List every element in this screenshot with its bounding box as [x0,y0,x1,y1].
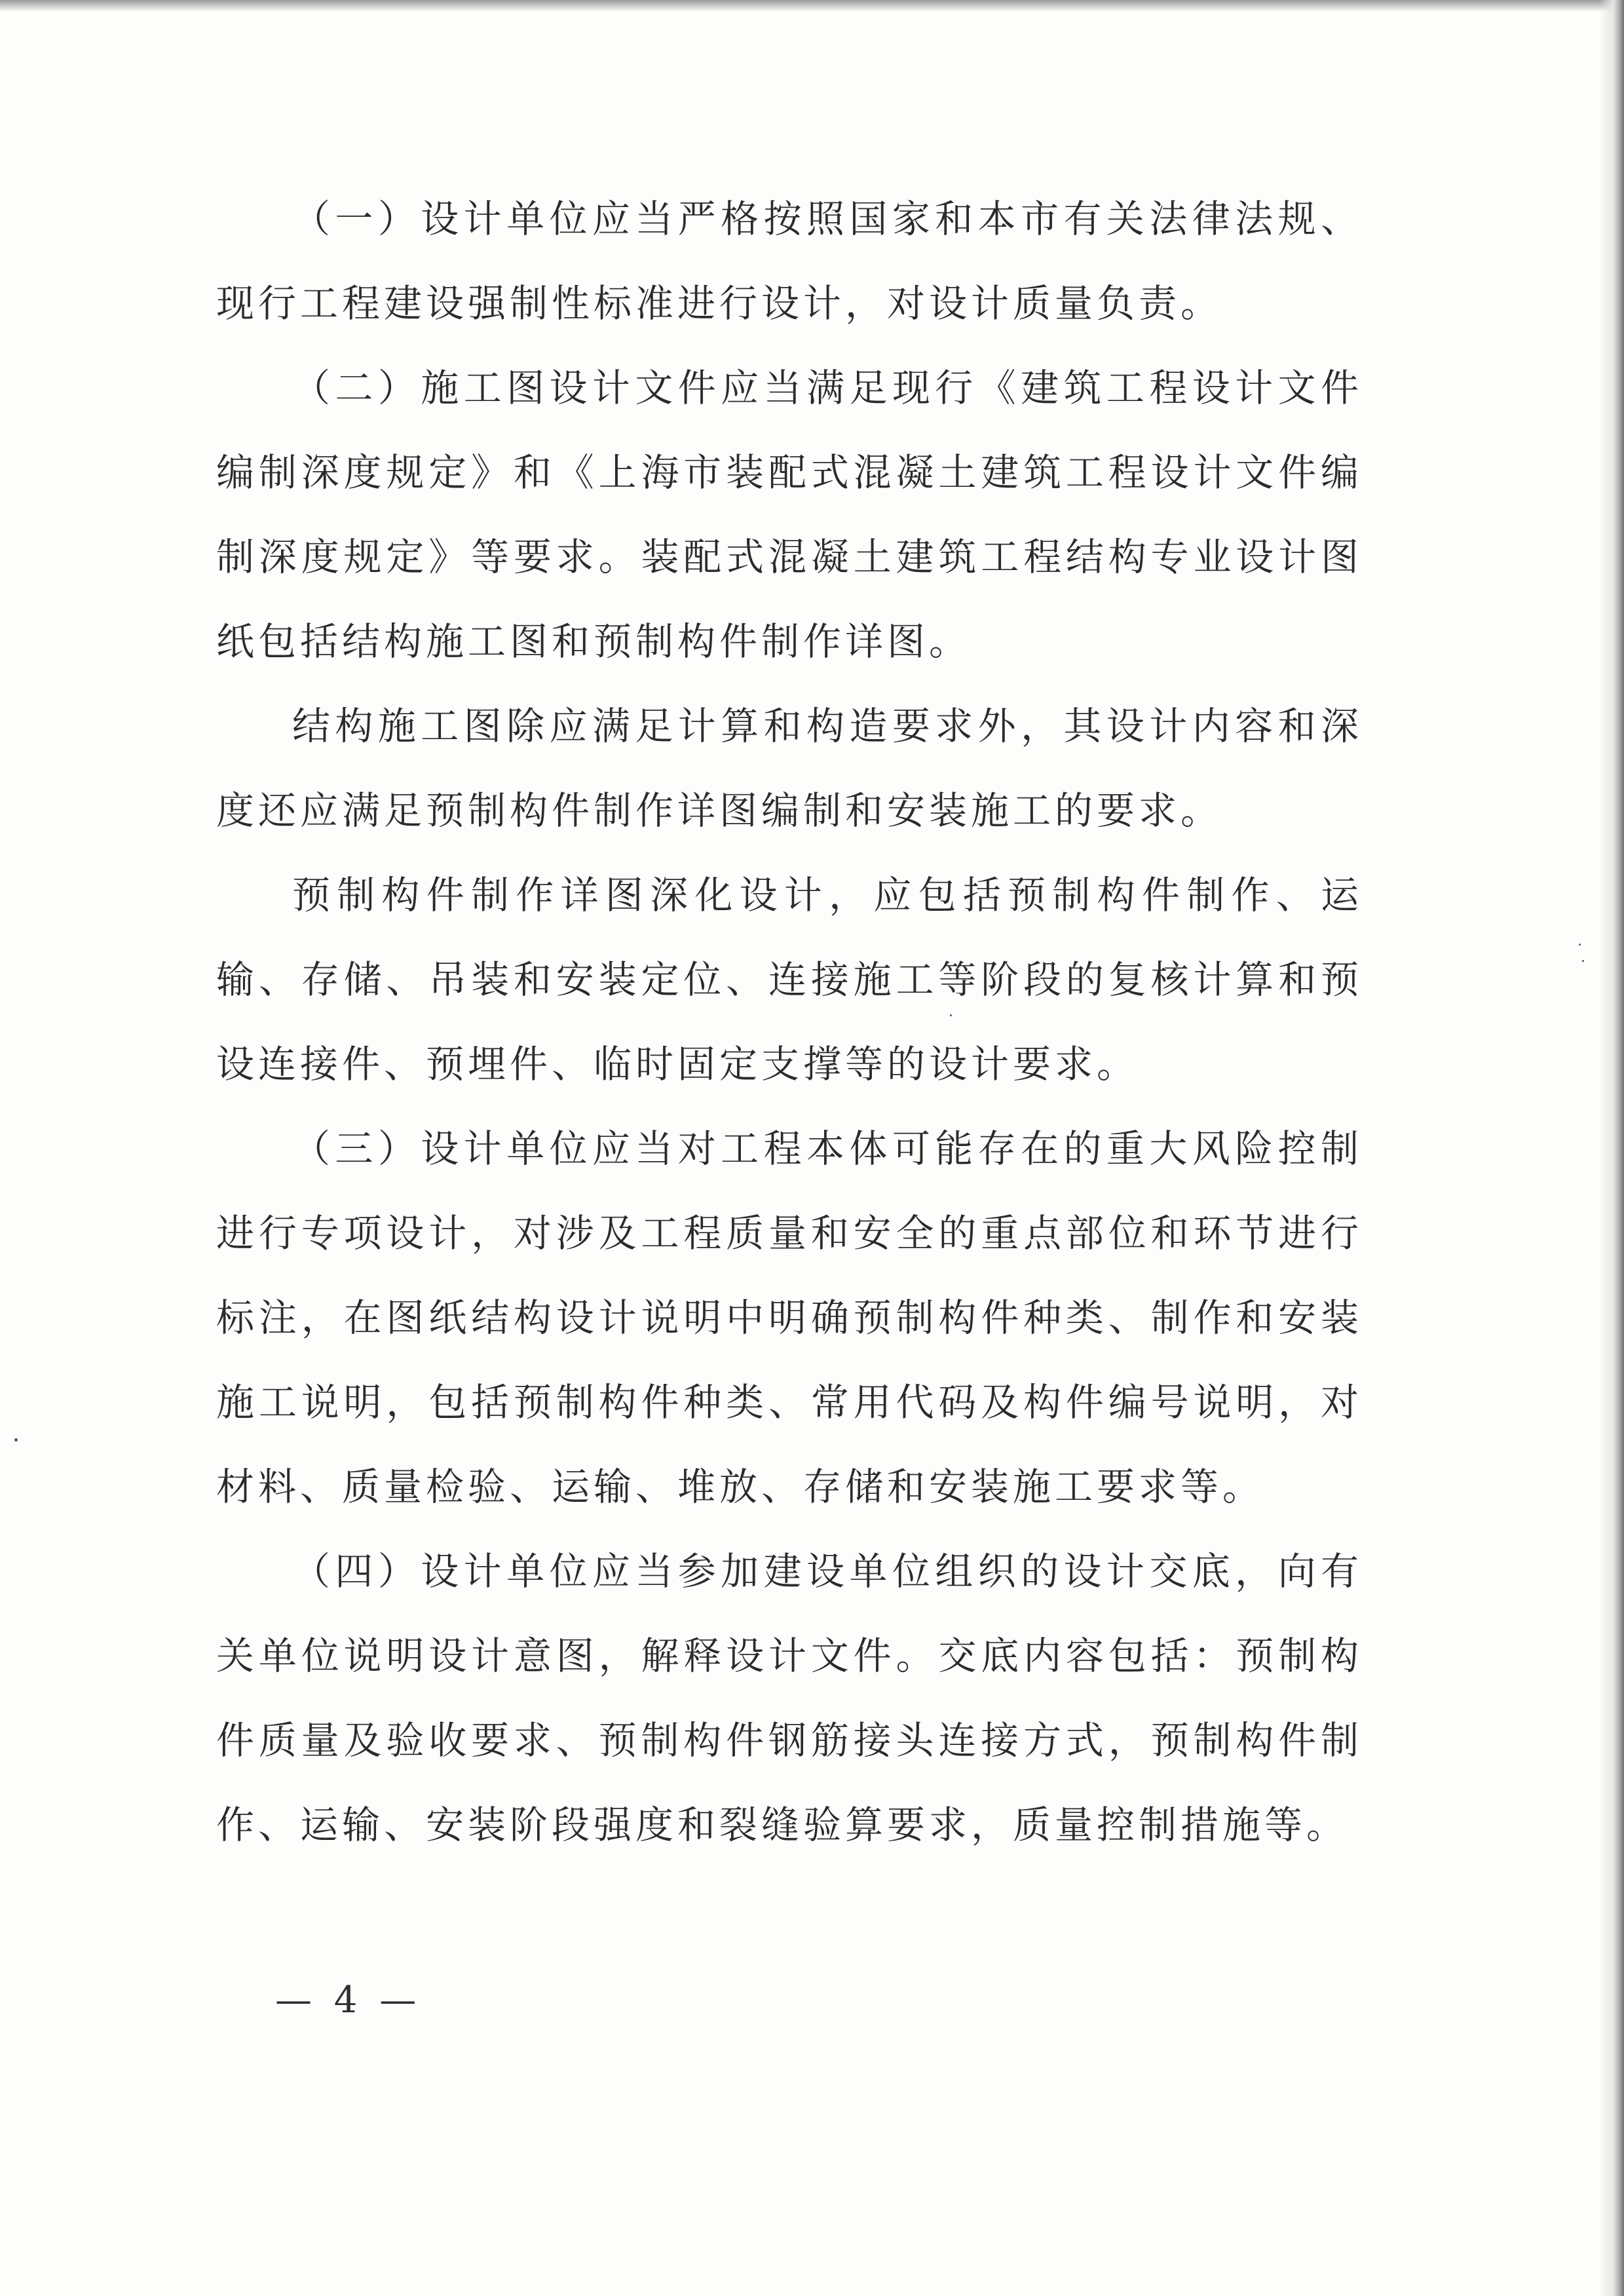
paragraph-prefab-detail-design: 预制构件制作详图深化设计，应包括预制构件制作、运输、存储、吊装和安装定位、连接施工等阶段的复核计算和预设连接件、预埋件、临时固定支撑等的设计要求。 [216,873,1363,1086]
paragraph-risk-control-design: （三）设计单位应当对工程本体可能存在的重大风险控制进行专项设计，对涉及工程质量和安全的重点部位和环节进行标注，在图纸结构设计说明中明确预制构件种类、制作和安装施工说明，包括预制构件种类、常用代码及构件编号说明，对材料、质量检验、运输、堆放、存储和安装施工要求等。 [216,1126,1363,1509]
scan-speck [14,1438,18,1442]
scan-speck [1579,944,1581,946]
document-body [216,177,1363,1867]
scan-speck [950,1014,952,1016]
scan-edge-right [1599,0,1624,2296]
scan-edge-top [0,0,1624,12]
paragraph-design-responsibility: （一）设计单位应当严格按照国家和本市有关法律法规、现行工程建设强制性标准进行设计，对设计质量负责。 [216,197,1363,326]
page-number: — 4 — [275,1979,422,2021]
paragraph-design-disclosure: （四）设计单位应当参加建设单位组织的设计交底，向有关单位说明设计意图，解释设计文件。交底内容包括：预制构件质量及验收要求、预制构件钢筋接头连接方式，预制构件制作、运输、安装阶段强度和裂缝验算要求，质量控制措施等。 [216,1549,1363,1847]
paragraph-structural-drawing-content: 结构施工图除应满足计算和构造要求外，其设计内容和深度还应满足预制构件制作详图编制和安装施工的要求。 [216,704,1363,833]
scan-speck [1582,960,1584,962]
paragraph-construction-drawing-requirements: （二）施工图设计文件应当满足现行《建筑工程设计文件编制深度规定》和《上海市装配式混凝土建筑工程设计文件编制深度规定》等要求。装配式混凝土建筑工程结构专业设计图纸包括结构施工图和预制构件制作详图。 [216,366,1363,664]
